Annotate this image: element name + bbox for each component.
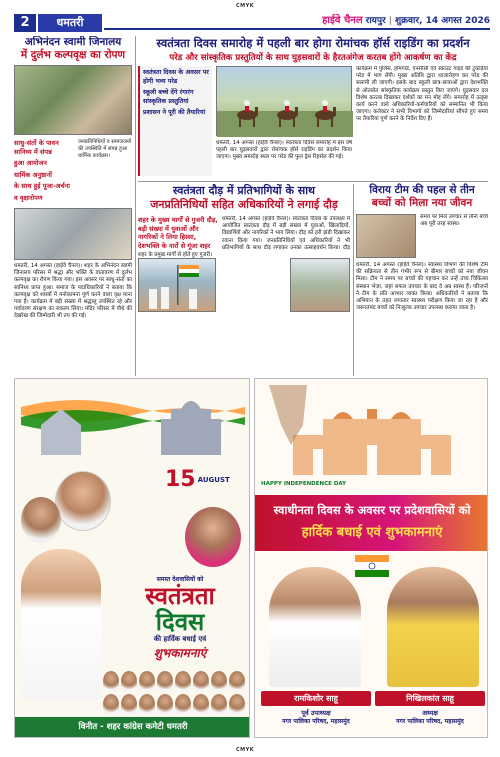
main-subheadline: परेड और सांस्कृतिक प्रस्तुतियों के साथ घुड़सवारों के हैरतअंगेज करतब होंगे आकर्षण का केंद्र <box>169 53 457 63</box>
ad-right-line2: हार्दिक बधाई एवं शुभकामनाएं <box>301 525 443 540</box>
side-body-text: धमतरी, 14 अगस्त (हाईवे चैनल)। स्वास्थ्य विभाग की विशेष टीम की सक्रियता से तीन गंभीर रूप से बीमार बच्चों को नया जीवन मिला। टीम ने समय पर बच्चों की पहचान कर उन्हें उच्च चिकित्सा संस्थान भेजा, जहां सफल उपचार के बाद वे अब स्वस्थ हैं। परिजनों ने टीम के प्रति आभार व्यक्त किया। अधिकारियों ने बताया कि अभियान के तहत लगातार स्वास्थ्य परीक्षण किया जा रहा है और जरूरतमंद बच्चों को निःशुल्क उपचार उपलब्ध कराया जाता है। <box>356 262 488 312</box>
race-quote: शहर के मुख्य मार्गों से गुजरी दौड़, बड़ी संख्या में युवाओं और नागरिकों ने लिया हिस्सा, देशभक्ति के नारों से गूंजा शहर <box>138 216 218 250</box>
ad-person-1-title: पूर्व उपाध्यक्ष <box>301 709 331 717</box>
main-story-body-a <box>216 140 352 180</box>
highlight-item: हुआ आयोजन <box>14 159 47 167</box>
left-story-photo-1 <box>14 65 132 135</box>
section-divider <box>138 181 488 182</box>
ad-wish-line: की हार्दिक बधाई एवं <box>153 635 207 643</box>
ad-word-svatantrata: स्वतंत्रता <box>145 581 215 610</box>
left-headline-line1: अभिनंदन स्वामी जिनालय <box>24 36 122 48</box>
race-body: धमतरी, 14 अगस्त (हाईवे चैनल)। स्वतंत्रता दिवस के उपलक्ष्य में आयोजित स्वतंत्रता दौड़ में बड़ी संख्या में युवाओं, खिलाड़ियों, विद्यार्थियों और नागरिकों ने भाग लिया। दौड़ को हरी झंडी दिखाकर रवाना किया गया। जनप्रतिनिधियों एवं अधिकारियों ने भी प्रतिभागियों के साथ दौड़ लगाकर उनका उत्साहवर्धन किया। दौड़ शहर के प्रमुख मार्गों से होते हुए गुजरी। <box>138 216 350 259</box>
main-body-b-text: कार्यक्रम में पुलिस, होमगार्ड, एनसीसी एवं स्काउट गाइड की टुकड़ियां परेड में भाग लेंगी। मुख्य अतिथि द्वारा ध्वजारोहण कर परेड की सलामी ली जाएगी। इसके बाद स्कूली छात्र-छात्राओं द्वारा देशभक्ति से ओतप्रोत सांस्कृतिक कार्यक्रम प्रस्तुत किए जाएंगे। घुड़सवार दल विशेष करतब दिखाकर दर्शकों का मन मोह लेंगे। समारोह में उत्कृष्ट कार्य करने वाले अधिकारियों-कर्मचारियों को सम्मानित भी किया जाएगा। कलेक्टर ने सभी विभागों को जिम्मेदारियां सौंपते हुए समय पर तैयारियां पूर्ण करने के निर्देश दिए हैं। <box>356 66 488 123</box>
member-face <box>121 694 137 714</box>
member-face <box>175 694 191 714</box>
side-story-intro <box>420 214 488 260</box>
independence-day-ad-left <box>14 378 250 738</box>
ad-right-ribbon <box>255 495 488 551</box>
flag-waving-illustration <box>139 259 217 313</box>
left-story <box>14 36 132 416</box>
column-divider <box>135 36 136 376</box>
column-divider <box>353 184 354 376</box>
paper-name: हाईवे चैनल <box>322 15 363 26</box>
ad-person-1-portrait <box>269 567 361 687</box>
independence-day-tag: HAPPY INDEPENDENCE DAY <box>261 481 347 487</box>
leader-portrait-1 <box>55 471 111 531</box>
race-headline-line1: स्वतंत्रता दौड़ में प्रतिभागियों के साथ <box>172 184 316 197</box>
ad-date-month: AUGUST <box>197 476 230 484</box>
ad-person-2-title: अध्यक्ष <box>422 709 438 717</box>
red-fort-illustration <box>263 385 481 481</box>
member-face <box>229 694 245 714</box>
side-headline <box>356 184 488 210</box>
ad-intro: समस्त देशवासियों को <box>156 576 204 583</box>
ad-person-2-name: निखिलकांत साहू <box>375 691 485 706</box>
member-face <box>211 671 227 691</box>
ad-member-faces <box>103 671 245 715</box>
masthead-rule <box>104 28 490 30</box>
side-story-photo <box>356 214 416 258</box>
left-story-highlights <box>14 139 74 205</box>
member-face <box>139 671 155 691</box>
highlight-item: साधु-संतों के पावन सानिध्य में संपन्न <box>14 139 59 156</box>
city-name: रायपुर <box>365 16 386 26</box>
ad-person-2-portrait <box>387 567 479 687</box>
ad-word-diwas: दिवस <box>155 607 205 636</box>
left-story-highlights-row <box>14 139 132 205</box>
main-body-a-text: धमतरी, 14 अगस्त (हाईवे चैनल)। स्वतंत्रता दिवस समारोह में इस वर्ष पहली बार घुड़सवारों द्वारा रोमांचक हॉर्स राइडिंग का प्रदर्शन किया जाएगा। मुख्य समारोह स्थल पर परेड की फुल ड्रेस रिहर्सल की गई। <box>216 140 352 161</box>
ad-person-1-org: नगर पालिका परिषद, महासमुंद <box>282 718 350 725</box>
print-mark-top: CMYK <box>236 3 255 9</box>
highlight-item: धार्मिक अनुष्ठानों <box>14 170 52 179</box>
highlight-item: स्वतंत्रता दिवस के अवसर पर होगी भव्य परेड <box>143 69 209 85</box>
section-name: धमतरी <box>38 14 102 32</box>
horse-riders-illustration <box>217 67 353 137</box>
ad-date-badge <box>165 469 230 491</box>
leader-portrait-2 <box>21 497 61 543</box>
race-photo-1 <box>138 258 216 312</box>
ad-person-1-name: रामकिशोर साहू <box>261 691 371 706</box>
member-face <box>157 671 173 691</box>
ad-right-line1: स्वाधीनता दिवस के अवसर पर प्रदेशवासियों को <box>273 503 471 517</box>
member-face <box>103 694 119 714</box>
main-story-body-b <box>356 66 488 180</box>
ad-person-2-org: नगर पालिका परिषद, महासमुंद <box>396 718 464 725</box>
masthead-info <box>322 14 490 28</box>
member-face <box>193 671 209 691</box>
tricolor-flag-icon <box>355 555 389 577</box>
main-highlights-box <box>138 66 212 176</box>
issue-date: शुक्रवार, 14 अगस्त 2026 <box>394 16 490 26</box>
left-headline-line2: में दुर्लभ कल्पवृक्ष का रोपण <box>20 49 126 61</box>
left-story-headline <box>14 36 132 62</box>
race-headline <box>138 184 350 212</box>
member-face <box>211 694 227 714</box>
highlight-item: स्कूली बच्चे देंगे रंगारंग सांस्कृतिक प्रस्तुतियां <box>143 89 194 105</box>
monument-illustration <box>21 385 245 455</box>
ad-person-2-nameplate <box>375 691 485 725</box>
member-face <box>193 694 209 714</box>
independence-day-ad-right <box>254 378 488 738</box>
highlight-item: व वृक्षारोपण <box>14 193 43 202</box>
highlight-item: प्रशासन ने पूरी की तैयारियां <box>143 109 206 117</box>
main-headline: स्वतंत्रता दिवस समारोह में पहली बार होगा रोमांचक हॉर्स राइडिंग का प्रदर्शन <box>156 36 470 50</box>
member-face <box>121 671 137 691</box>
member-face <box>175 671 191 691</box>
race-headline-line2: जनप्रतिनिधियों सहित अधिकारियों ने लगाई दौड़ <box>150 198 338 211</box>
page-number: 2 <box>14 14 36 32</box>
side-headline-line1: विराय टीम की पहल से तीन <box>369 184 475 196</box>
left-photo-caption: जनप्रतिनिधियों व समाजजनों की उपस्थिति में संपन्न हुआ धार्मिक कार्यक्रम। <box>78 139 132 159</box>
leader-portrait-3 <box>185 507 241 567</box>
ad-person-1-nameplate <box>261 691 371 725</box>
left-story-body: धमतरी, 14 अगस्त (हाईवे चैनल)। शहर के अभिनंदन स्वामी जिनालय परिसर में श्रद्धा और भक्ति के वातावरण में दुर्लभ कल्पवृक्ष का रोपण किया गया। इस अवसर पर साधु-संतों का सानिध्य प्राप्त हुआ। समाज के पदाधिकारियों ने बताया कि कल्पवृक्ष को शास्त्रों में मनोकामना पूर्ण करने वाला वृक्ष माना गया है। कार्यक्रम में बड़ी संख्या में श्रद्धालु उपस्थित रहे और पर्यावरण संरक्षण का संकल्प लिया। मंदिर परिसर में पौधे की देखरेख की जिम्मेदारी भी तय की गई। <box>14 263 132 320</box>
ad-greeting <box>115 575 245 661</box>
race-photo-2 <box>290 258 350 312</box>
masthead-separator: | <box>388 16 392 26</box>
side-headline-line2: बच्चों को मिला नया जीवन <box>371 197 473 209</box>
ad-date-number: 15 <box>165 467 196 492</box>
leader-portrait-main <box>21 549 101 699</box>
member-face <box>103 671 119 691</box>
member-face <box>229 671 245 691</box>
side-story-body <box>356 262 488 376</box>
side-intro-text: समय पर मिले उपचार से तीनों बच्चे अब पूरी तरह स्वस्थ। <box>420 214 488 228</box>
masthead <box>14 14 490 32</box>
left-story-photo-2 <box>14 208 132 260</box>
horse-riding-photo <box>216 66 352 136</box>
member-face <box>157 694 173 714</box>
print-mark-bottom: CMYK <box>236 747 255 753</box>
ad-wish-big: शुभकामनाएं <box>153 646 207 660</box>
ad-left-footer: विनीत - शहर कांग्रेस कमेटी धमतरी <box>15 717 250 737</box>
highlight-item: के साथ हुई पूजा-अर्चना <box>14 182 70 190</box>
member-face <box>139 694 155 714</box>
